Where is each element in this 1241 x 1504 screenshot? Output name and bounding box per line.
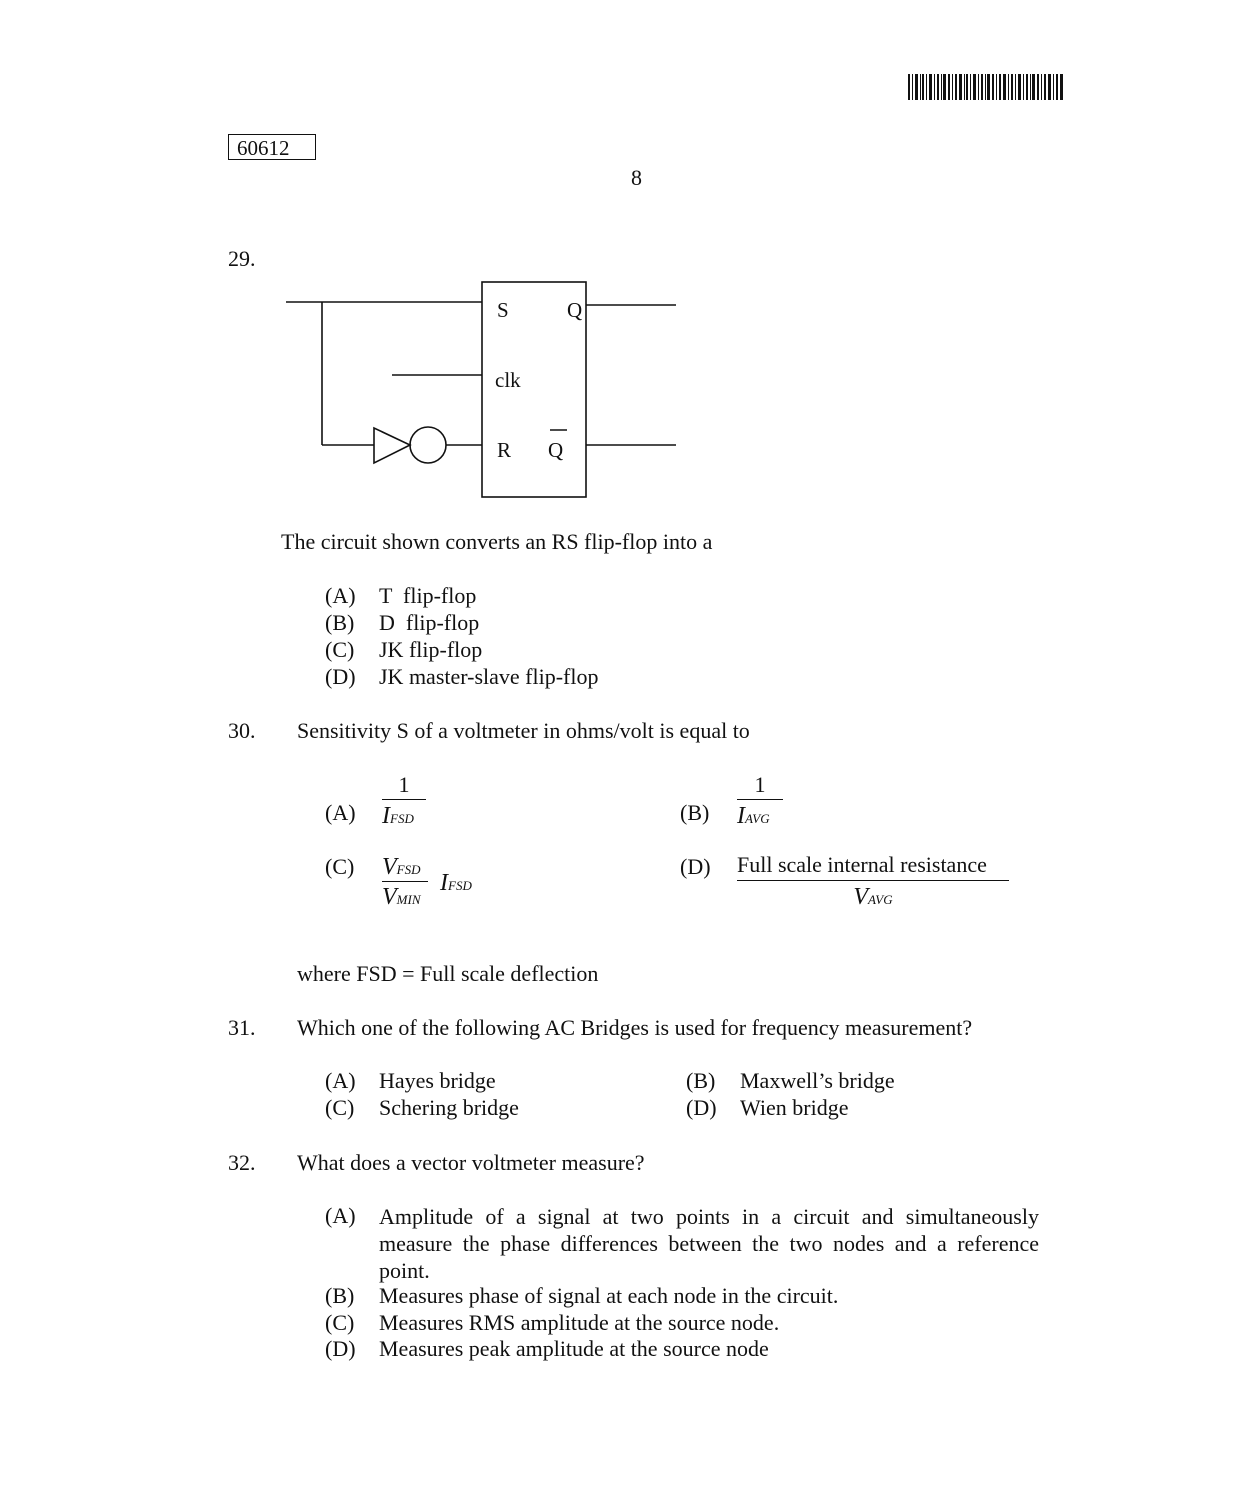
denominator-sub: FSD xyxy=(390,811,414,826)
multiplier xyxy=(440,870,472,897)
option-text: D flip-flop xyxy=(379,610,480,635)
multiplier-sub: FSD xyxy=(448,878,472,893)
pin-label-qbar: Q xyxy=(548,438,564,462)
pin-label-s: S xyxy=(497,298,509,322)
option-label: (B) xyxy=(680,800,710,825)
option-label: (D) xyxy=(680,854,711,879)
option-label: (C) xyxy=(325,1095,355,1120)
option-text[interactable]: Measures phase of signal at each node in the circuit. xyxy=(379,1283,839,1308)
fraction-b[interactable] xyxy=(737,774,783,828)
flip-flop-circuit-diagram xyxy=(280,275,680,505)
denominator-var: I xyxy=(737,803,745,829)
inverter-bubble xyxy=(410,427,446,463)
option-item[interactable] xyxy=(325,609,599,636)
barcode xyxy=(908,74,1063,100)
page-number: 8 xyxy=(631,165,642,190)
question-stem: What does a vector voltmeter measure? xyxy=(297,1150,645,1175)
option-list xyxy=(325,582,599,690)
denominator-var: V xyxy=(382,884,397,910)
option-text: Schering bridge xyxy=(379,1095,519,1120)
footnote: where FSD = Full scale deflection xyxy=(297,961,599,986)
option-text: Wien bridge xyxy=(740,1095,849,1120)
option-label: (B) xyxy=(325,1283,355,1308)
option-label: (D) xyxy=(325,664,356,689)
fraction-a[interactable] xyxy=(382,774,426,828)
option-label: (D) xyxy=(686,1095,717,1120)
pin-label-r: R xyxy=(497,438,512,462)
option-label: (B) xyxy=(686,1068,716,1093)
denominator-sub: AVG xyxy=(745,811,770,826)
question-number: 32. xyxy=(228,1150,256,1175)
fraction-c[interactable] xyxy=(382,855,428,909)
option-item[interactable] xyxy=(325,663,599,690)
option-label: (B) xyxy=(325,610,355,635)
paper-code: 60612 xyxy=(228,134,316,160)
option-label: (A) xyxy=(325,583,356,608)
option-label: (C) xyxy=(325,637,355,662)
question-number: 30. xyxy=(228,718,256,743)
option-label: (C) xyxy=(325,1310,355,1335)
option-text[interactable]: Measures peak amplitude at the source node xyxy=(379,1336,769,1361)
option-item[interactable] xyxy=(325,1095,519,1121)
option-label: (A) xyxy=(325,1068,356,1093)
pin-label-q: Q xyxy=(567,298,583,322)
denominator-var: I xyxy=(382,803,390,829)
option-text: JK flip-flop xyxy=(379,637,483,662)
question-stem: Sensitivity S of a voltmeter in ohms/volt is equal to xyxy=(297,718,750,743)
option-item[interactable] xyxy=(325,582,599,609)
option-text[interactable]: Measures RMS amplitude at the source node. xyxy=(379,1310,780,1335)
question-number: 31. xyxy=(228,1015,256,1040)
option-item[interactable] xyxy=(686,1068,895,1094)
numerator: 1 xyxy=(398,772,410,797)
option-label: (A) xyxy=(325,800,356,825)
option-label: (C) xyxy=(325,854,355,879)
option-item[interactable] xyxy=(686,1095,848,1121)
numerator: 1 xyxy=(754,772,766,797)
denominator-sub: MIN xyxy=(396,892,421,907)
option-text: T flip-flop xyxy=(379,583,477,608)
inverter-gate xyxy=(374,428,410,463)
question-stem: The circuit shown converts an RS flip-flop into a xyxy=(281,529,713,554)
option-text: Maxwell’s bridge xyxy=(740,1068,895,1093)
pin-label-clk: clk xyxy=(495,368,521,392)
option-text[interactable]: Amplitude of a signal at two points in a circuit and simultaneously measure the phase differences between the two nodes and a reference point. xyxy=(379,1204,1039,1283)
numerator: Full scale internal resistance xyxy=(737,852,987,877)
denominator-var: V xyxy=(853,884,869,910)
question-stem: Which one of the following AC Bridges is used for frequency measurement? xyxy=(297,1015,973,1040)
option-text: Hayes bridge xyxy=(379,1068,496,1093)
option-item[interactable] xyxy=(325,1068,496,1094)
denominator-sub: AVG xyxy=(868,892,893,907)
numerator-sub: FSD xyxy=(396,862,421,877)
option-label: (A) xyxy=(325,1203,356,1228)
fraction-d[interactable] xyxy=(737,854,1009,909)
question-number: 29. xyxy=(228,246,256,271)
multiplier-var: I xyxy=(440,870,448,896)
option-item[interactable] xyxy=(325,636,599,663)
numerator-var: V xyxy=(382,854,397,880)
option-text: JK master-slave flip-flop xyxy=(379,664,599,689)
option-label: (D) xyxy=(325,1336,356,1361)
